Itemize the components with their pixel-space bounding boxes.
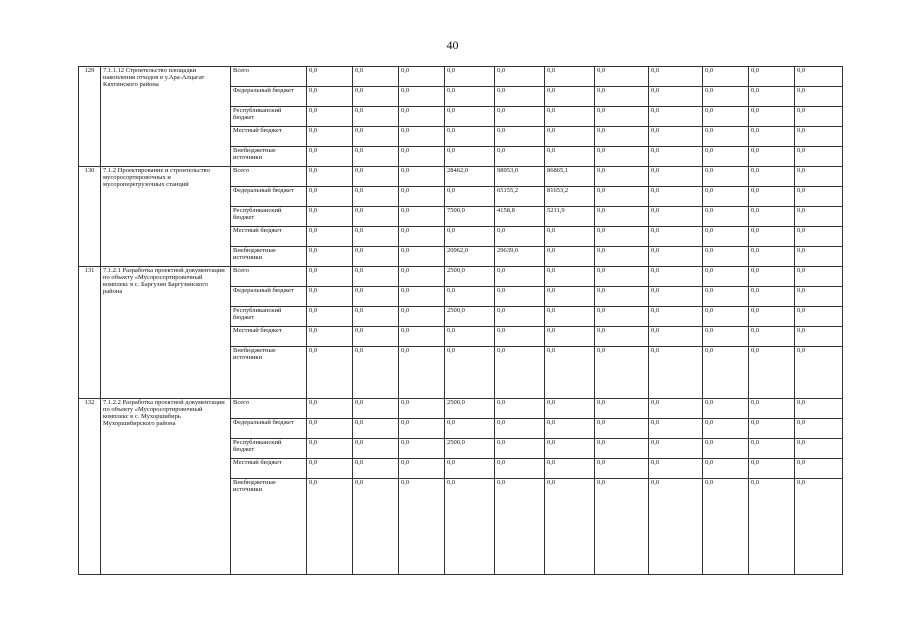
value-cell: 0,0 bbox=[353, 87, 399, 107]
value-cell: 0,0 bbox=[495, 307, 545, 327]
table-row bbox=[79, 399, 843, 419]
value-cell: 0,0 bbox=[399, 419, 445, 439]
value-cell: 0,0 bbox=[795, 327, 843, 347]
funding-source: Местный бюджет bbox=[231, 327, 307, 347]
value-cell: 0,0 bbox=[399, 459, 445, 479]
value-cell: 0,0 bbox=[703, 439, 749, 459]
budget-table bbox=[78, 66, 843, 575]
value-cell: 0,0 bbox=[353, 347, 399, 399]
value-cell: 0,0 bbox=[445, 479, 495, 575]
value-cell: 0,0 bbox=[703, 187, 749, 207]
value-cell: 0,0 bbox=[495, 107, 545, 127]
table-row bbox=[79, 67, 843, 87]
value-cell: 0,0 bbox=[399, 439, 445, 459]
value-cell: 0,0 bbox=[353, 307, 399, 327]
value-cell: 0,0 bbox=[399, 87, 445, 107]
value-cell: 0,0 bbox=[749, 419, 795, 439]
value-cell: 0,0 bbox=[353, 107, 399, 127]
value-cell: 0,0 bbox=[749, 227, 795, 247]
value-cell: 0,0 bbox=[795, 479, 843, 575]
value-cell: 0,0 bbox=[795, 267, 843, 287]
value-cell: 0,0 bbox=[749, 459, 795, 479]
value-cell: 0,0 bbox=[545, 147, 595, 167]
value-cell: 0,0 bbox=[495, 399, 545, 419]
funding-source: Всего bbox=[231, 167, 307, 187]
value-cell: 0,0 bbox=[495, 147, 545, 167]
value-cell: 0,0 bbox=[595, 227, 649, 247]
value-cell: 2500,0 bbox=[445, 267, 495, 287]
value-cell: 0,0 bbox=[445, 327, 495, 347]
value-cell: 0,0 bbox=[307, 327, 353, 347]
value-cell: 0,0 bbox=[649, 167, 703, 187]
measure-name: 7.1.2.1 Разработка проектной документации по объекту «Мусоросортировочный комплекс в с. Баргузин Баргузинского района bbox=[101, 267, 231, 399]
value-cell: 0,0 bbox=[749, 107, 795, 127]
value-cell: 0,0 bbox=[445, 287, 495, 307]
value-cell: 0,0 bbox=[703, 419, 749, 439]
funding-source: Всего bbox=[231, 67, 307, 87]
value-cell: 0,0 bbox=[595, 327, 649, 347]
funding-source: Республиканский бюджет bbox=[231, 107, 307, 127]
value-cell: 4158,8 bbox=[495, 207, 545, 227]
value-cell: 0,0 bbox=[353, 267, 399, 287]
value-cell: 0,0 bbox=[703, 459, 749, 479]
value-cell: 0,0 bbox=[703, 147, 749, 167]
value-cell: 0,0 bbox=[399, 107, 445, 127]
value-cell: 28462,0 bbox=[445, 167, 495, 187]
value-cell: 0,0 bbox=[749, 187, 795, 207]
value-cell: 0,0 bbox=[795, 127, 843, 147]
value-cell: 0,0 bbox=[545, 67, 595, 87]
value-cell: 0,0 bbox=[703, 67, 749, 87]
value-cell: 0,0 bbox=[307, 307, 353, 327]
row-number: 131 bbox=[79, 267, 101, 399]
value-cell: 0,0 bbox=[703, 307, 749, 327]
funding-source: Внебюджетные источники bbox=[231, 479, 307, 575]
funding-source: Местный бюджет bbox=[231, 227, 307, 247]
value-cell: 0,0 bbox=[595, 307, 649, 327]
funding-source: Федеральный бюджет bbox=[231, 287, 307, 307]
value-cell: 0,0 bbox=[353, 167, 399, 187]
value-cell: 0,0 bbox=[307, 147, 353, 167]
value-cell: 0,0 bbox=[749, 327, 795, 347]
value-cell: 0,0 bbox=[399, 67, 445, 87]
value-cell: 0,0 bbox=[649, 307, 703, 327]
value-cell: 98953,0 bbox=[495, 167, 545, 187]
value-cell: 0,0 bbox=[399, 399, 445, 419]
value-cell: 0,0 bbox=[445, 419, 495, 439]
value-cell: 0,0 bbox=[353, 67, 399, 87]
funding-source: Республиканский бюджет bbox=[231, 439, 307, 459]
value-cell: 0,0 bbox=[445, 147, 495, 167]
value-cell: 0,0 bbox=[795, 439, 843, 459]
value-cell: 0,0 bbox=[595, 147, 649, 167]
funding-source: Федеральный бюджет bbox=[231, 187, 307, 207]
value-cell: 0,0 bbox=[595, 347, 649, 399]
value-cell: 0,0 bbox=[545, 479, 595, 575]
value-cell: 0,0 bbox=[353, 247, 399, 267]
value-cell: 0,0 bbox=[495, 327, 545, 347]
value-cell: 0,0 bbox=[545, 307, 595, 327]
measure-name: 7.1.2 Проектирование и строительство мусоросортировочных и мусороперегрузочных станций bbox=[101, 167, 231, 267]
value-cell: 0,0 bbox=[649, 327, 703, 347]
funding-source: Внебюджетные источники bbox=[231, 347, 307, 399]
value-cell: 0,0 bbox=[649, 147, 703, 167]
value-cell: 0,0 bbox=[399, 327, 445, 347]
value-cell: 0,0 bbox=[795, 347, 843, 399]
value-cell: 0,0 bbox=[703, 347, 749, 399]
value-cell: 0,0 bbox=[307, 167, 353, 187]
value-cell: 0,0 bbox=[703, 327, 749, 347]
value-cell: 0,0 bbox=[703, 399, 749, 419]
value-cell: 0,0 bbox=[749, 399, 795, 419]
value-cell: 0,0 bbox=[795, 399, 843, 419]
value-cell: 0,0 bbox=[595, 127, 649, 147]
value-cell: 0,0 bbox=[649, 227, 703, 247]
value-cell: 0,0 bbox=[399, 147, 445, 167]
value-cell: 0,0 bbox=[703, 87, 749, 107]
value-cell: 0,0 bbox=[703, 107, 749, 127]
value-cell: 0,0 bbox=[399, 227, 445, 247]
funding-source: Местный бюджет bbox=[231, 459, 307, 479]
table-row bbox=[79, 167, 843, 187]
value-cell: 0,0 bbox=[399, 127, 445, 147]
value-cell: 0,0 bbox=[795, 107, 843, 127]
value-cell: 0,0 bbox=[307, 227, 353, 247]
value-cell: 0,0 bbox=[545, 287, 595, 307]
value-cell: 0,0 bbox=[703, 127, 749, 147]
value-cell: 0,0 bbox=[595, 207, 649, 227]
value-cell: 0,0 bbox=[307, 287, 353, 307]
value-cell: 0,0 bbox=[749, 87, 795, 107]
value-cell: 0,0 bbox=[445, 127, 495, 147]
value-cell: 0,0 bbox=[495, 347, 545, 399]
value-cell: 0,0 bbox=[795, 87, 843, 107]
value-cell: 0,0 bbox=[399, 479, 445, 575]
value-cell: 0,0 bbox=[595, 187, 649, 207]
value-cell: 0,0 bbox=[749, 479, 795, 575]
value-cell: 0,0 bbox=[495, 227, 545, 247]
value-cell: 0,0 bbox=[353, 327, 399, 347]
value-cell: 0,0 bbox=[595, 419, 649, 439]
value-cell: 0,0 bbox=[495, 127, 545, 147]
value-cell: 0,0 bbox=[545, 87, 595, 107]
value-cell: 0,0 bbox=[795, 207, 843, 227]
funding-source: Местный бюджет bbox=[231, 127, 307, 147]
value-cell: 0,0 bbox=[795, 187, 843, 207]
value-cell: 0,0 bbox=[795, 287, 843, 307]
value-cell: 0,0 bbox=[545, 419, 595, 439]
funding-source: Федеральный бюджет bbox=[231, 87, 307, 107]
value-cell: 0,0 bbox=[307, 87, 353, 107]
value-cell: 0,0 bbox=[649, 187, 703, 207]
measure-name: 7.1.2.2 Разработка проектной документации по объекту «Мусоросортировочный комплекс в с. Мухоршибирь Мухоршибирского района bbox=[101, 399, 231, 575]
value-cell: 0,0 bbox=[353, 419, 399, 439]
value-cell: 0,0 bbox=[649, 347, 703, 399]
value-cell: 0,0 bbox=[649, 479, 703, 575]
value-cell: 0,0 bbox=[649, 439, 703, 459]
value-cell: 0,0 bbox=[703, 227, 749, 247]
value-cell: 0,0 bbox=[595, 87, 649, 107]
value-cell: 86865,1 bbox=[545, 167, 595, 187]
value-cell: 2500,0 bbox=[445, 439, 495, 459]
value-cell: 0,0 bbox=[749, 207, 795, 227]
value-cell: 0,0 bbox=[307, 187, 353, 207]
funding-source: Всего bbox=[231, 399, 307, 419]
value-cell: 0,0 bbox=[445, 459, 495, 479]
value-cell: 0,0 bbox=[399, 267, 445, 287]
value-cell: 0,0 bbox=[353, 287, 399, 307]
value-cell: 2500,0 bbox=[445, 307, 495, 327]
value-cell: 0,0 bbox=[649, 459, 703, 479]
value-cell: 0,0 bbox=[307, 439, 353, 459]
value-cell: 0,0 bbox=[595, 399, 649, 419]
value-cell: 0,0 bbox=[545, 459, 595, 479]
value-cell: 0,0 bbox=[545, 399, 595, 419]
value-cell: 0,0 bbox=[795, 67, 843, 87]
value-cell: 0,0 bbox=[649, 127, 703, 147]
value-cell: 0,0 bbox=[307, 107, 353, 127]
value-cell: 0,0 bbox=[545, 439, 595, 459]
row-number: 130 bbox=[79, 167, 101, 267]
value-cell: 0,0 bbox=[307, 399, 353, 419]
value-cell: 0,0 bbox=[307, 267, 353, 287]
value-cell: 0,0 bbox=[307, 247, 353, 267]
value-cell: 0,0 bbox=[399, 347, 445, 399]
value-cell: 0,0 bbox=[445, 87, 495, 107]
value-cell: 0,0 bbox=[445, 107, 495, 127]
value-cell: 0,0 bbox=[545, 267, 595, 287]
value-cell: 0,0 bbox=[307, 347, 353, 399]
value-cell: 20962,0 bbox=[445, 247, 495, 267]
value-cell: 0,0 bbox=[545, 247, 595, 267]
value-cell: 0,0 bbox=[595, 107, 649, 127]
value-cell: 0,0 bbox=[795, 167, 843, 187]
value-cell: 0,0 bbox=[595, 247, 649, 267]
value-cell: 0,0 bbox=[445, 347, 495, 399]
value-cell: 0,0 bbox=[353, 207, 399, 227]
value-cell: 0,0 bbox=[595, 459, 649, 479]
funding-source: Федеральный бюджет bbox=[231, 419, 307, 439]
value-cell: 0,0 bbox=[353, 187, 399, 207]
value-cell: 0,0 bbox=[399, 247, 445, 267]
value-cell: 0,0 bbox=[649, 419, 703, 439]
value-cell: 0,0 bbox=[545, 127, 595, 147]
value-cell: 0,0 bbox=[795, 419, 843, 439]
value-cell: 0,0 bbox=[749, 267, 795, 287]
value-cell: 0,0 bbox=[399, 167, 445, 187]
value-cell: 0,0 bbox=[749, 307, 795, 327]
value-cell: 0,0 bbox=[445, 227, 495, 247]
value-cell: 81653,2 bbox=[545, 187, 595, 207]
funding-source: Всего bbox=[231, 267, 307, 287]
value-cell: 0,0 bbox=[445, 187, 495, 207]
value-cell: 29639,0 bbox=[495, 247, 545, 267]
value-cell: 0,0 bbox=[353, 479, 399, 575]
value-cell: 0,0 bbox=[649, 267, 703, 287]
value-cell: 0,0 bbox=[749, 67, 795, 87]
value-cell: 0,0 bbox=[399, 287, 445, 307]
value-cell: 0,0 bbox=[649, 399, 703, 419]
value-cell: 0,0 bbox=[307, 67, 353, 87]
value-cell: 0,0 bbox=[703, 207, 749, 227]
value-cell: 0,0 bbox=[495, 479, 545, 575]
value-cell: 0,0 bbox=[749, 127, 795, 147]
value-cell: 0,0 bbox=[795, 459, 843, 479]
value-cell: 0,0 bbox=[353, 147, 399, 167]
funding-source: Внебюджетные источники bbox=[231, 247, 307, 267]
value-cell: 0,0 bbox=[795, 247, 843, 267]
value-cell: 0,0 bbox=[649, 67, 703, 87]
value-cell: 7500,0 bbox=[445, 207, 495, 227]
value-cell: 0,0 bbox=[703, 247, 749, 267]
value-cell: 0,0 bbox=[495, 267, 545, 287]
value-cell: 0,0 bbox=[495, 87, 545, 107]
value-cell: 0,0 bbox=[749, 347, 795, 399]
value-cell: 0,0 bbox=[595, 267, 649, 287]
value-cell: 0,0 bbox=[495, 419, 545, 439]
value-cell: 0,0 bbox=[749, 287, 795, 307]
value-cell: 0,0 bbox=[495, 67, 545, 87]
value-cell: 0,0 bbox=[703, 167, 749, 187]
funding-source: Республиканский бюджет bbox=[231, 207, 307, 227]
value-cell: 0,0 bbox=[307, 127, 353, 147]
value-cell: 0,0 bbox=[749, 167, 795, 187]
value-cell: 0,0 bbox=[445, 67, 495, 87]
value-cell: 0,0 bbox=[595, 479, 649, 575]
value-cell: 0,0 bbox=[545, 327, 595, 347]
value-cell: 0,0 bbox=[649, 287, 703, 307]
value-cell: 0,0 bbox=[495, 287, 545, 307]
funding-source: Республиканский бюджет bbox=[231, 307, 307, 327]
funding-source: Внебюджетные источники bbox=[231, 147, 307, 167]
value-cell: 0,0 bbox=[703, 479, 749, 575]
value-cell: 0,0 bbox=[703, 267, 749, 287]
value-cell: 0,0 bbox=[649, 247, 703, 267]
value-cell: 0,0 bbox=[545, 227, 595, 247]
value-cell: 0,0 bbox=[649, 207, 703, 227]
value-cell: 0,0 bbox=[749, 247, 795, 267]
value-cell: 0,0 bbox=[795, 147, 843, 167]
row-number: 129 bbox=[79, 67, 101, 167]
value-cell: 0,0 bbox=[649, 87, 703, 107]
value-cell: 0,0 bbox=[353, 127, 399, 147]
value-cell: 0,0 bbox=[307, 207, 353, 227]
value-cell: 0,0 bbox=[353, 399, 399, 419]
value-cell: 0,0 bbox=[595, 67, 649, 87]
table-row bbox=[79, 267, 843, 287]
value-cell: 0,0 bbox=[307, 479, 353, 575]
value-cell: 0,0 bbox=[649, 107, 703, 127]
value-cell: 0,0 bbox=[307, 459, 353, 479]
value-cell: 0,0 bbox=[703, 287, 749, 307]
value-cell: 5211,9 bbox=[545, 207, 595, 227]
value-cell: 0,0 bbox=[749, 439, 795, 459]
value-cell: 0,0 bbox=[595, 287, 649, 307]
value-cell: 0,0 bbox=[749, 147, 795, 167]
value-cell: 0,0 bbox=[595, 167, 649, 187]
value-cell: 0,0 bbox=[495, 459, 545, 479]
value-cell: 0,0 bbox=[399, 187, 445, 207]
value-cell: 0,0 bbox=[545, 107, 595, 127]
page-number: 40 bbox=[446, 38, 459, 52]
measure-name: 7.1.1.12 Строительство площадки накопления отходов в у.Ара-Алцагат Кяхтинского района bbox=[101, 67, 231, 167]
value-cell: 0,0 bbox=[795, 307, 843, 327]
value-cell: 0,0 bbox=[353, 227, 399, 247]
value-cell: 0,0 bbox=[595, 439, 649, 459]
value-cell: 0,0 bbox=[399, 307, 445, 327]
value-cell: 0,0 bbox=[399, 207, 445, 227]
value-cell: 0,0 bbox=[353, 459, 399, 479]
value-cell: 2500,0 bbox=[445, 399, 495, 419]
value-cell: 0,0 bbox=[545, 347, 595, 399]
row-number: 132 bbox=[79, 399, 101, 575]
value-cell: 0,0 bbox=[795, 227, 843, 247]
value-cell: 0,0 bbox=[307, 419, 353, 439]
value-cell: 0,0 bbox=[495, 439, 545, 459]
value-cell: 65155,2 bbox=[495, 187, 545, 207]
value-cell: 0,0 bbox=[353, 439, 399, 459]
